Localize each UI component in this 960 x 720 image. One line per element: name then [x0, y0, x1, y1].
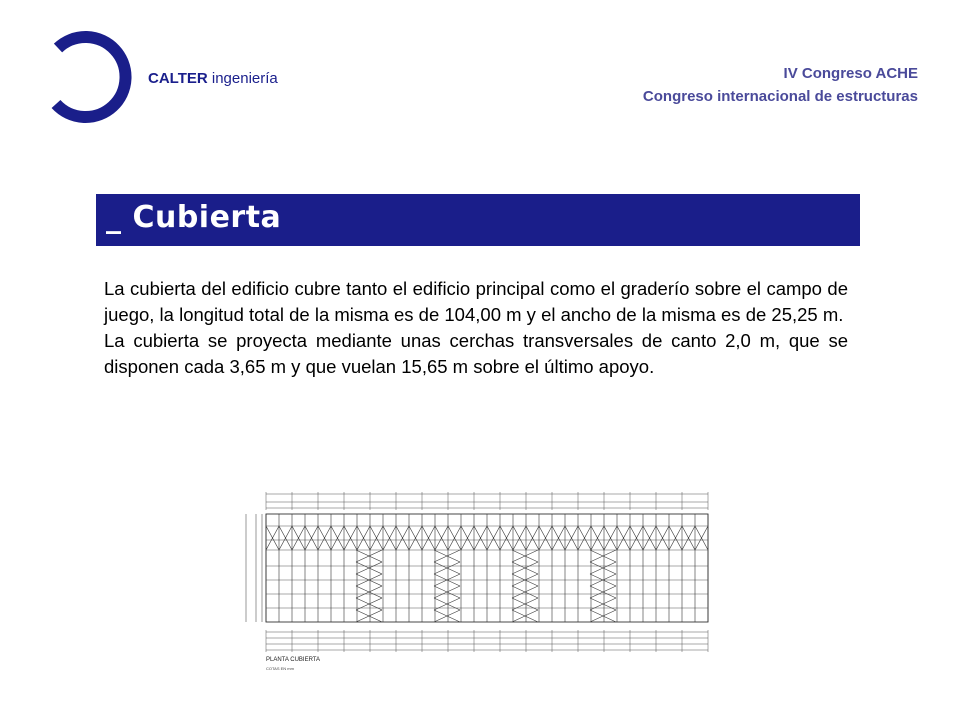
- drawing-caption: PLANTA CUBIERTA: [266, 657, 321, 663]
- company-name: [148, 70, 278, 87]
- body-text: [104, 276, 848, 380]
- roof-plan-drawing: [238, 488, 718, 680]
- conference-subtitle: Congreso internacional de estructuras: [642, 88, 918, 105]
- drawing-subcaption: COTAS EN mm: [266, 666, 294, 671]
- section-title: _ Cubierta: [106, 200, 282, 235]
- body-paragraph-2: La cubierta se proyecta mediante unas cerchas transversales de canto 2,0 m, que se disponen cada 3,65 m y que vuelan 15,65 m sobre el último apoyo.: [104, 330, 848, 377]
- company-name-bold: CALTER: [148, 70, 208, 87]
- calter-logo-icon: [46, 30, 138, 124]
- section-title-bar: [96, 194, 860, 246]
- body-paragraph-1: La cubierta del edificio cubre tanto el edificio principal como el graderío sobre el campo de juego, la longitud total de la misma es de 104,00 m y el ancho de la misma es de 25,25 m.: [104, 278, 848, 325]
- conference-title: IV Congreso ACHE: [783, 65, 918, 82]
- company-name-rest: ingeniería: [207, 70, 278, 87]
- conference-info: [643, 62, 918, 108]
